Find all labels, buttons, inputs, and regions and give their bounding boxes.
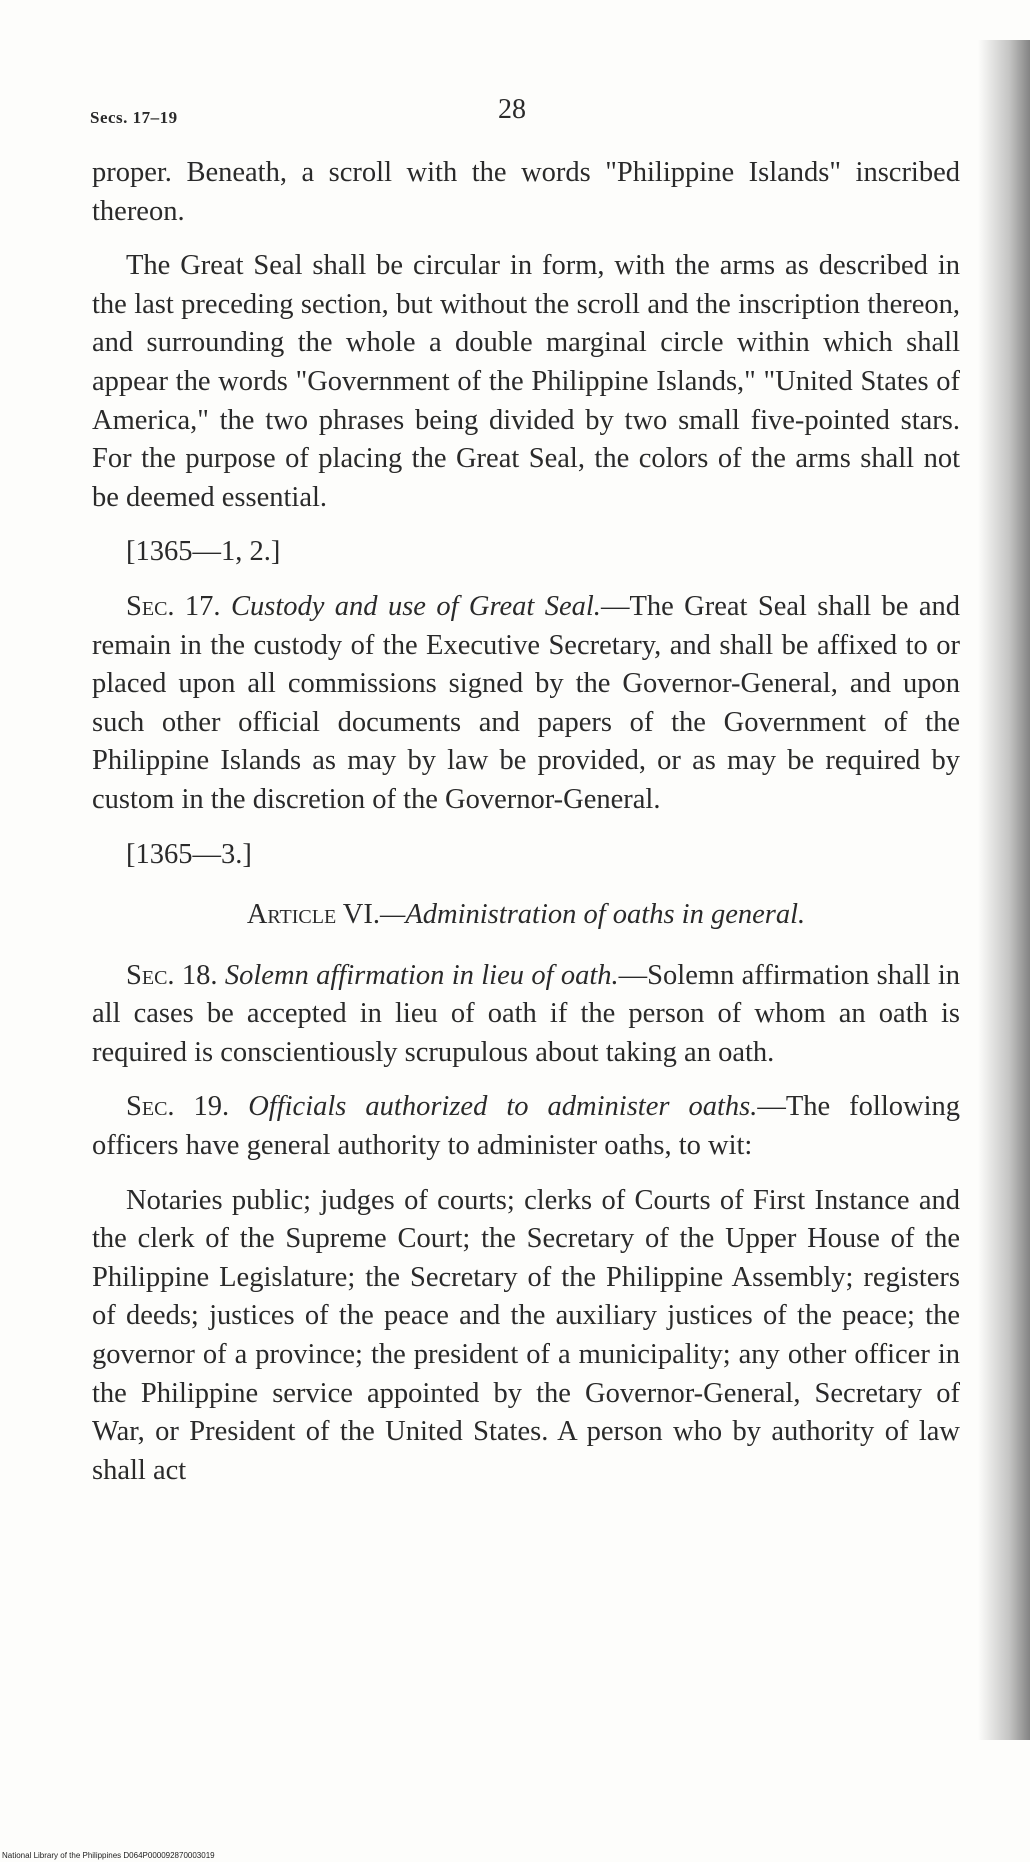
section-label: Sec. 17. bbox=[126, 590, 221, 622]
section-title: Solemn affirmation in lieu of oath. bbox=[224, 959, 619, 991]
section-18 bbox=[92, 957, 960, 1073]
article-label: Article VI. bbox=[246, 899, 381, 931]
article-heading bbox=[92, 896, 960, 935]
citation-reference: [1365—1, 2.] bbox=[126, 536, 281, 568]
citation-reference: [1365—3.] bbox=[126, 838, 252, 870]
running-head: Secs. 17–19 bbox=[90, 108, 178, 127]
page-edge-shadow bbox=[978, 40, 1030, 1740]
section-text: —Solemn affirmation shall in all cases be accepted in lieu of oath if the person of whom an oath is required is conscientiously scrupulous about taking an oath. bbox=[92, 959, 960, 1068]
section-label: Sec. 19. bbox=[126, 1091, 230, 1123]
section-title: Custody and use of Great Seal. bbox=[230, 590, 601, 622]
paragraph-officers-list: Notaries public; judges of courts; clerks of Courts of First Instance and the clerk of the Supreme Court; the Secretary of the Upper House of the Philippine Legislature; the Secretary of the Philippine Assembly; registers of deeds; justices of the peace and the auxiliary justices of the peace; the governor of a province; the president of a municipality; any other officer in the Philippine service appointed by the Governor-General, Secretary of War, or President of the United States. A person who by authority of law shall act bbox=[92, 1184, 960, 1486]
section-title: Officials authorized to administer oaths. bbox=[248, 1091, 758, 1123]
paragraph-continuation: proper. Beneath, a scroll with the words "Philippine Islands" inscribed thereon. bbox=[92, 157, 960, 227]
section-text: —The Great Seal shall be and remain in the custody of the Executive Secretary, and shall be affixed to or placed upon all commissions signed by the Governor-General, and upon such other official documents and papers of the Government of the Philippine Islands as may by law be provided, or as may be required by custom in the discretion of the Governor-General. bbox=[92, 590, 960, 815]
scan-footer: National Library of the Philippines D064P000092870003019 bbox=[2, 1851, 215, 1860]
paragraph-great-seal: The Great Seal shall be circular in form, with the arms as described in the last preceding section, but without the scroll and the inscription thereon, and surrounding the whole a double marginal circle within which shall appear the words "Government of the Philippine Islands," "United States of America," the two phrases being divided by two small five-pointed stars. For the purpose of placing the Great Seal, the colors of the arms shall not be deemed essential. bbox=[92, 250, 960, 513]
section-text: —The following officers have general authority to administer oaths, to wit: bbox=[92, 1091, 960, 1162]
body-text bbox=[92, 154, 960, 1490]
page-number: 28 bbox=[498, 94, 526, 125]
section-17 bbox=[92, 588, 960, 820]
article-title: —Administration of oaths in general. bbox=[380, 899, 806, 931]
section-label: Sec. 18. bbox=[126, 959, 218, 991]
section-19 bbox=[92, 1088, 960, 1165]
